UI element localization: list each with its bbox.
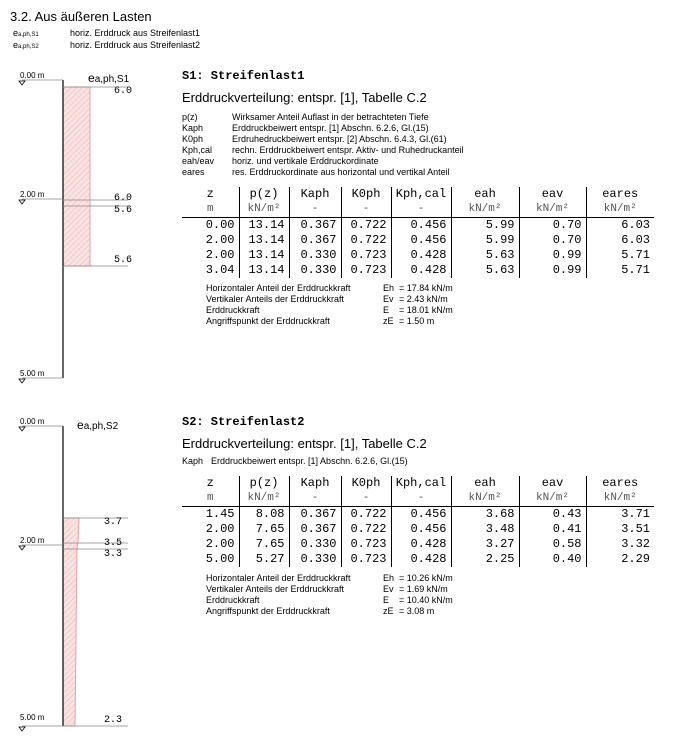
table-cell: 3.32 (586, 537, 654, 552)
diagram-value: 3.7 (104, 517, 123, 528)
definition-text: Wirksamer Anteil Auflast in der betrachteten Tiefe (232, 112, 429, 122)
column-header: Kaph (289, 187, 341, 202)
column-header: z (206, 187, 214, 201)
summary-label: Vertikaler Anteils der Erddruckkraft (206, 294, 345, 304)
table-cell: 0.367 (289, 233, 341, 248)
definition-symbol: Kph,cal (182, 145, 213, 155)
summary-label: Vertikaler Anteils der Erddruckkraft (206, 584, 345, 594)
column-header: p(z) (239, 476, 289, 491)
definition-text: Erdruhedruckbeiwert entspr. [2] Abschn. 6.4.3, Gl.(61) (232, 134, 447, 144)
s2-method: Erddruckverteilung: entspr. [1], Tabelle C.2 (182, 436, 427, 451)
summary-label: Erddruckkraft (206, 595, 260, 605)
table-cell: 2.00 (205, 522, 235, 536)
summary-label: Erddruckkraft (206, 305, 260, 315)
summary-symbol: Ev (383, 584, 394, 594)
summary-symbol: E (383, 595, 390, 605)
table-cell: 2.00 (205, 248, 235, 262)
column-header: eares (586, 187, 654, 202)
table-cell: 0.367 (289, 507, 341, 523)
column-unit: kN/m² (239, 491, 289, 507)
table-row (182, 248, 654, 263)
table-cell: 0.330 (289, 263, 341, 278)
column-unit: - (391, 491, 451, 507)
table-cell: 2.29 (586, 552, 654, 567)
definition-text: Erddruckbeiwert entspr. [1] Abschn. 6.2.6, Gl.(15) (211, 456, 408, 466)
table-cell: 0.722 (341, 218, 391, 234)
table-cell: 0.456 (391, 218, 451, 234)
s2-heading: S2: Streifenlast2 (182, 415, 305, 429)
table-cell: 2.00 (205, 537, 235, 551)
summary-label: Angriffspunkt der Erddruckkraft (206, 606, 330, 616)
column-header: eah (451, 476, 519, 491)
column-unit: m (182, 491, 239, 507)
definition-symbol: K0ph (182, 134, 204, 144)
definition-symbol: Kaph (182, 456, 204, 466)
table-cell: 5.63 (451, 248, 519, 263)
column-header: Kph,cal (391, 476, 451, 491)
column-header: Kph,cal (391, 187, 451, 202)
table-cell: 8.08 (239, 507, 289, 523)
column-header: K0ph (341, 476, 391, 491)
table-cell: 5.71 (586, 263, 654, 278)
table-cell: 1.45 (205, 507, 235, 521)
table-cell: 0.00 (205, 218, 235, 232)
table-row (182, 507, 654, 523)
column-unit: kN/m² (451, 202, 519, 218)
summary-label: Horizontaler Anteil der Erddruckkraft (206, 283, 351, 293)
table-cell: 0.41 (519, 522, 586, 537)
table-cell: 0.70 (519, 233, 586, 248)
definition-text: Erddruckbeiwert entspr. [1] Abschn. 6.2.6, Gl.(15) (232, 123, 429, 133)
table-cell: 0.99 (519, 248, 586, 263)
summary-value: = 18.01 kN/m (399, 305, 453, 315)
diagram-value: 3.5 (104, 538, 123, 549)
table-cell: 2.25 (451, 552, 519, 567)
column-unit: m (182, 202, 239, 218)
table-cell: 5.63 (451, 263, 519, 278)
table-cell: 3.27 (451, 537, 519, 552)
column-unit: kN/m² (239, 202, 289, 218)
depth-label-mid-s1: 2.00 m (20, 190, 45, 199)
column-unit: - (341, 202, 391, 218)
table-cell: 0.428 (391, 248, 451, 263)
table-cell: 7.65 (239, 537, 289, 552)
table-row (182, 218, 654, 234)
summary-value: = 17.84 kN/m (399, 283, 453, 293)
pressure-area-s1 (63, 87, 90, 266)
table-cell: 3.48 (451, 522, 519, 537)
summary-value: = 2.43 kN/m (399, 294, 448, 304)
column-unit: - (289, 491, 341, 507)
section-title: 3.2. Aus äußeren Lasten (10, 9, 152, 24)
summary-symbol: Eh (383, 573, 395, 583)
diagram-value: 6.0 (114, 86, 133, 97)
table-cell: 13.14 (239, 248, 289, 263)
table-cell: 2.00 (205, 233, 235, 247)
table-row (182, 263, 654, 278)
table-cell: 3.51 (586, 522, 654, 537)
depth-label-bottom-s2: 5.00 m (20, 713, 45, 722)
column-unit: - (289, 202, 341, 218)
legend-text-s1: horiz. Erddruck aus Streifenlast1 (70, 28, 201, 38)
table-cell: 0.428 (391, 263, 451, 278)
column-header: eah (451, 187, 519, 202)
table-cell: 0.723 (341, 263, 391, 278)
pressure-diagram-s2 (0, 400, 180, 740)
table-cell: 0.428 (391, 537, 451, 552)
table-cell: 5.99 (451, 233, 519, 248)
column-unit: kN/m² (519, 491, 586, 507)
column-unit: kN/m² (586, 202, 654, 218)
table-cell: 0.428 (391, 552, 451, 567)
table-row (182, 233, 654, 248)
diagram-value: 6.0 (114, 193, 133, 204)
column-header: eares (586, 476, 654, 491)
results-table-s1 (182, 187, 654, 278)
column-header: K0ph (341, 187, 391, 202)
table-cell: 0.456 (391, 507, 451, 523)
depth-label-top-s2: 0.00 m (20, 417, 45, 426)
summary-value: = 1.50 m (399, 316, 435, 326)
table-cell: 0.723 (341, 537, 391, 552)
column-header: eav (519, 476, 586, 491)
depth-label-top-s1: 0.00 m (20, 71, 45, 80)
table-cell: 0.70 (519, 218, 586, 234)
table-cell: 0.40 (519, 552, 586, 567)
definition-symbol: p(z) (182, 112, 198, 122)
table-row (182, 552, 654, 567)
diagram-value: 3.3 (104, 549, 123, 560)
column-header: eav (519, 187, 586, 202)
table-cell: 3.04 (205, 263, 235, 277)
table-cell: 0.723 (341, 552, 391, 567)
summary-label: Horizontaler Anteil der Erddruckkraft (206, 573, 351, 583)
legend-text-s2: horiz. Erddruck aus Streifenlast2 (70, 40, 201, 50)
summary-symbol: Eh (383, 283, 395, 293)
definition-text: res. Erddruckordinate aus horizontal und vertikal Anteil (232, 167, 450, 177)
diagram-value: 2.3 (104, 715, 123, 726)
definition-text: horiz. und vertikale Erddruckordinate (232, 156, 379, 166)
table-cell: 0.58 (519, 537, 586, 552)
diagram-value: 5.6 (114, 205, 133, 216)
table-cell: 5.99 (451, 218, 519, 234)
table-cell: 6.03 (586, 218, 654, 234)
depth-label-bottom-s1: 5.00 m (20, 369, 45, 378)
table-cell: 0.43 (519, 507, 586, 523)
s1-heading: S1: Streifenlast1 (182, 69, 305, 83)
column-unit: kN/m² (451, 491, 519, 507)
table-cell: 5.00 (205, 552, 235, 566)
column-header: z (206, 476, 214, 490)
definition-symbol: Kaph (182, 123, 204, 133)
column-unit: kN/m² (586, 491, 654, 507)
column-header: p(z) (239, 187, 289, 202)
definition-symbol: eah/eav (182, 156, 215, 166)
summary-symbol: E (383, 305, 390, 315)
legend-symbol-s2: ea,ph,S2 (13, 40, 39, 50)
table-cell: 0.723 (341, 248, 391, 263)
table-cell: 0.367 (289, 522, 341, 537)
table-cell: 13.14 (239, 218, 289, 234)
diagram-label-s2: ea,ph,S2 (77, 418, 119, 432)
summary-symbol: zE (383, 606, 394, 616)
column-header: Kaph (289, 476, 341, 491)
table-cell: 5.71 (586, 248, 654, 263)
table-cell: 6.03 (586, 233, 654, 248)
summary-value: = 1.69 kN/m (399, 584, 448, 594)
table-cell: 0.722 (341, 507, 391, 523)
table-cell: 0.330 (289, 552, 341, 567)
definition-symbol: eares (182, 167, 205, 177)
summary-symbol: zE (383, 316, 394, 326)
table-cell: 7.65 (239, 522, 289, 537)
table-cell: 5.27 (239, 552, 289, 567)
table-cell: 13.14 (239, 233, 289, 248)
table-cell: 0.722 (341, 233, 391, 248)
table-row (182, 537, 654, 552)
table-cell: 0.367 (289, 218, 341, 234)
summary-value: = 10.26 kN/m (399, 573, 453, 583)
table-row (182, 522, 654, 537)
table-cell: 3.71 (586, 507, 654, 523)
table-cell: 0.99 (519, 263, 586, 278)
depth-label-mid-s2: 2.00 m (20, 536, 45, 545)
column-unit: kN/m² (519, 202, 586, 218)
column-unit: - (391, 202, 451, 218)
table-cell: 0.722 (341, 522, 391, 537)
diagram-label-s1: ea,ph,S1 (88, 71, 130, 85)
summary-symbol: Ev (383, 294, 394, 304)
results-table-s2 (182, 476, 654, 567)
column-unit: - (341, 491, 391, 507)
summary-value: = 10.40 kN/m (399, 595, 453, 605)
definition-text: rechn. Erddruckbeiwert entspr. Aktiv- und Ruhedruckanteil (232, 145, 464, 155)
table-cell: 3.68 (451, 507, 519, 523)
summary-label: Angriffspunkt der Erddruckkraft (206, 316, 330, 326)
s1-method: Erddruckverteilung: entspr. [1], Tabelle C.2 (182, 90, 427, 105)
table-cell: 0.456 (391, 522, 451, 537)
table-cell: 0.456 (391, 233, 451, 248)
summary-value: = 3.08 m (399, 606, 435, 616)
table-cell: 0.330 (289, 537, 341, 552)
legend-symbol-s1: ea,ph,S1 (13, 28, 39, 38)
table-cell: 13.14 (239, 263, 289, 278)
diagram-value: 5.6 (114, 255, 133, 266)
table-cell: 0.330 (289, 248, 341, 263)
